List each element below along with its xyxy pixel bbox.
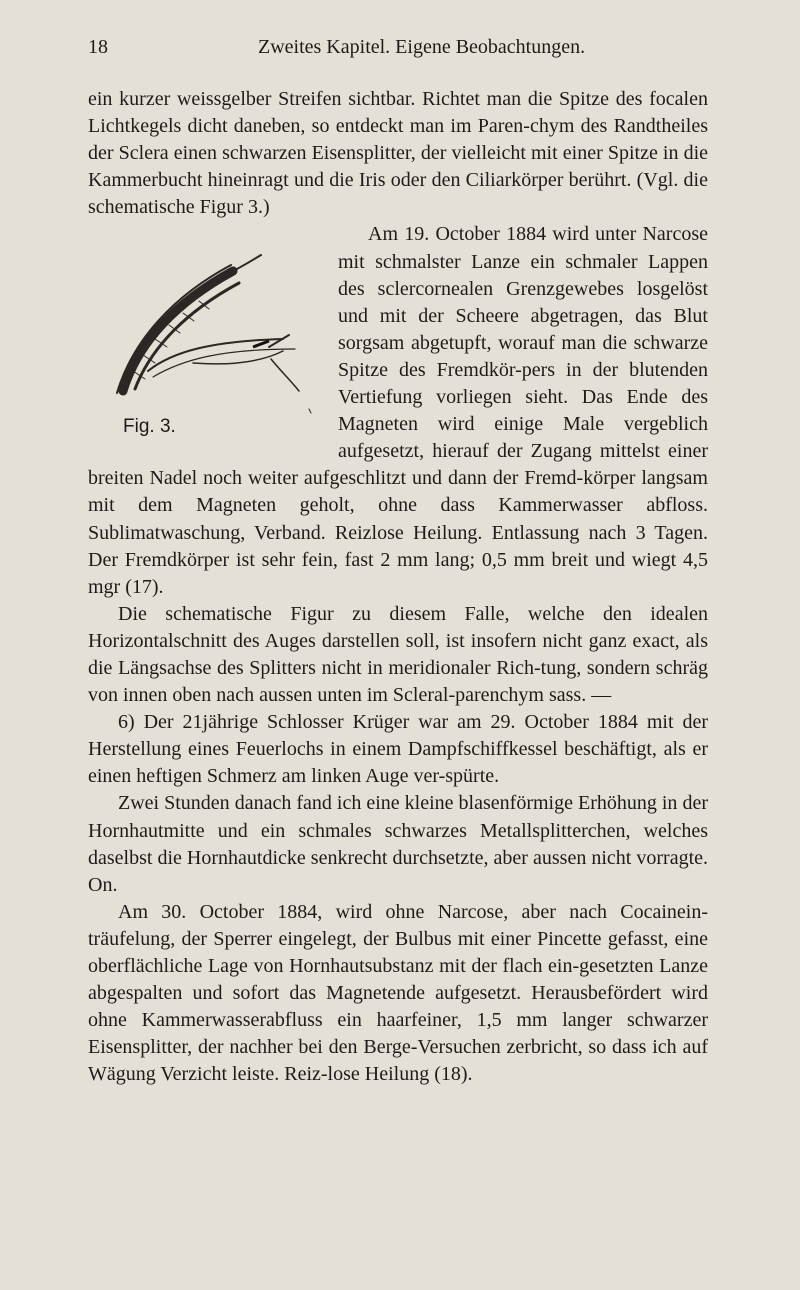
paragraph-6: Am 30. October 1884, wird ohne Narcose, aber nach Cocainein-träufelung, der Sperrer eingelegt, der Bulbus mit einer Pincette gefasst, eine oberflächliche Lage von Hornhautsubstanz mit der flach ein-gesetzten Lanze abgespalten und sofort das Magnetende aufgesetzt. Herausbefördert wird ohne Kammerwasserabfluss ein haarfeiner, 1,5 mm langer schwarzer Eisensplitter, der nachher bei den Berge-Versuchen zerbricht, so dass ich auf Wägung Verzicht leiste. Reiz-lose Heilung (18). [88,900,708,1086]
figure-caption: Fig. 3. [123,416,176,438]
page-number: 18 [88,36,108,58]
paragraph-2-text: Am 19. October 1884 wird unter Narcose mit schmalster Lanze ein schmaler Lappen des sclercornealen Grenzgewebes losgelöst und mit der Scheere abgetragen, das Blut sorgsam abgetupft, worauf man die schwarze Spitze des Fremdkör-pers in der blutenden Vertiefung vorliegen sieht. Das Ende des Magneten wird einige Male vergeblich aufgesetzt, hierauf der Zugang mittelst einer breiten Nadel noch weiter aufgeschlitzt und dann der Fremd-körper langsam mit dem Magneten geholt, ohne dass Kammerwasser abfloss. Sublimatwaschung, Verband. Reizlose Heilung. Entlassung nach 3 Tagen. Der Fremdkörper ist sehr fein, fast 2 mm lang; 0,5 mm breit und wiegt 4,5 mgr (17). [88,223,708,598]
eye-section-diagram [83,221,333,421]
paragraph-5: Zwei Stunden danach fand ich eine kleine blasenförmige Erhöhung in der Hornhautmitte und ein schmales schwarzes Metallsplitterchen, welches daselbst die Hornhautdicke senkrecht durchsetzte, aber aussen nicht vorragte. On. [88,792,708,896]
body-text [88,86,708,1088]
paragraph-4: 6) Der 21jährige Schlosser Krüger war am 29. October 1884 mit der Herstellung eines Feuerlochs in einem Dampfschiffkessel beschäftigt, als er einen heftigen Schmerz am linken Auge ver-spürte. [88,711,708,788]
running-title: Zweites Kapitel. Eigene Beobachtungen. [258,36,586,58]
running-header [88,36,708,66]
paragraph-3: Die schematische Figur zu diesem Falle, welche den idealen Horizontalschnitt des Auges darstellen soll, ist insofern nicht ganz exact, als die Längsachse des Splitters nicht in meridionaler Rich-tung, sondern schräg von innen oben nach aussen unten im Scleral-parenchym sass. — [88,602,708,707]
figure-3 [83,221,333,441]
paragraph-1: ein kurzer weissgelber Streifen sichtbar. Richtet man die Spitze des focalen Lichtkegels dicht daneben, so entdeckt man im Paren-chym des Randtheiles der Sclera einen schwarzen Eisensplitter, der vielleicht mit einer Spitze in die Kammerbucht hineinragt und die Iris oder den Ciliarkörper berührt. (Vgl. die schematische Figur 3.) [88,88,708,219]
paragraph-2 [88,221,708,600]
